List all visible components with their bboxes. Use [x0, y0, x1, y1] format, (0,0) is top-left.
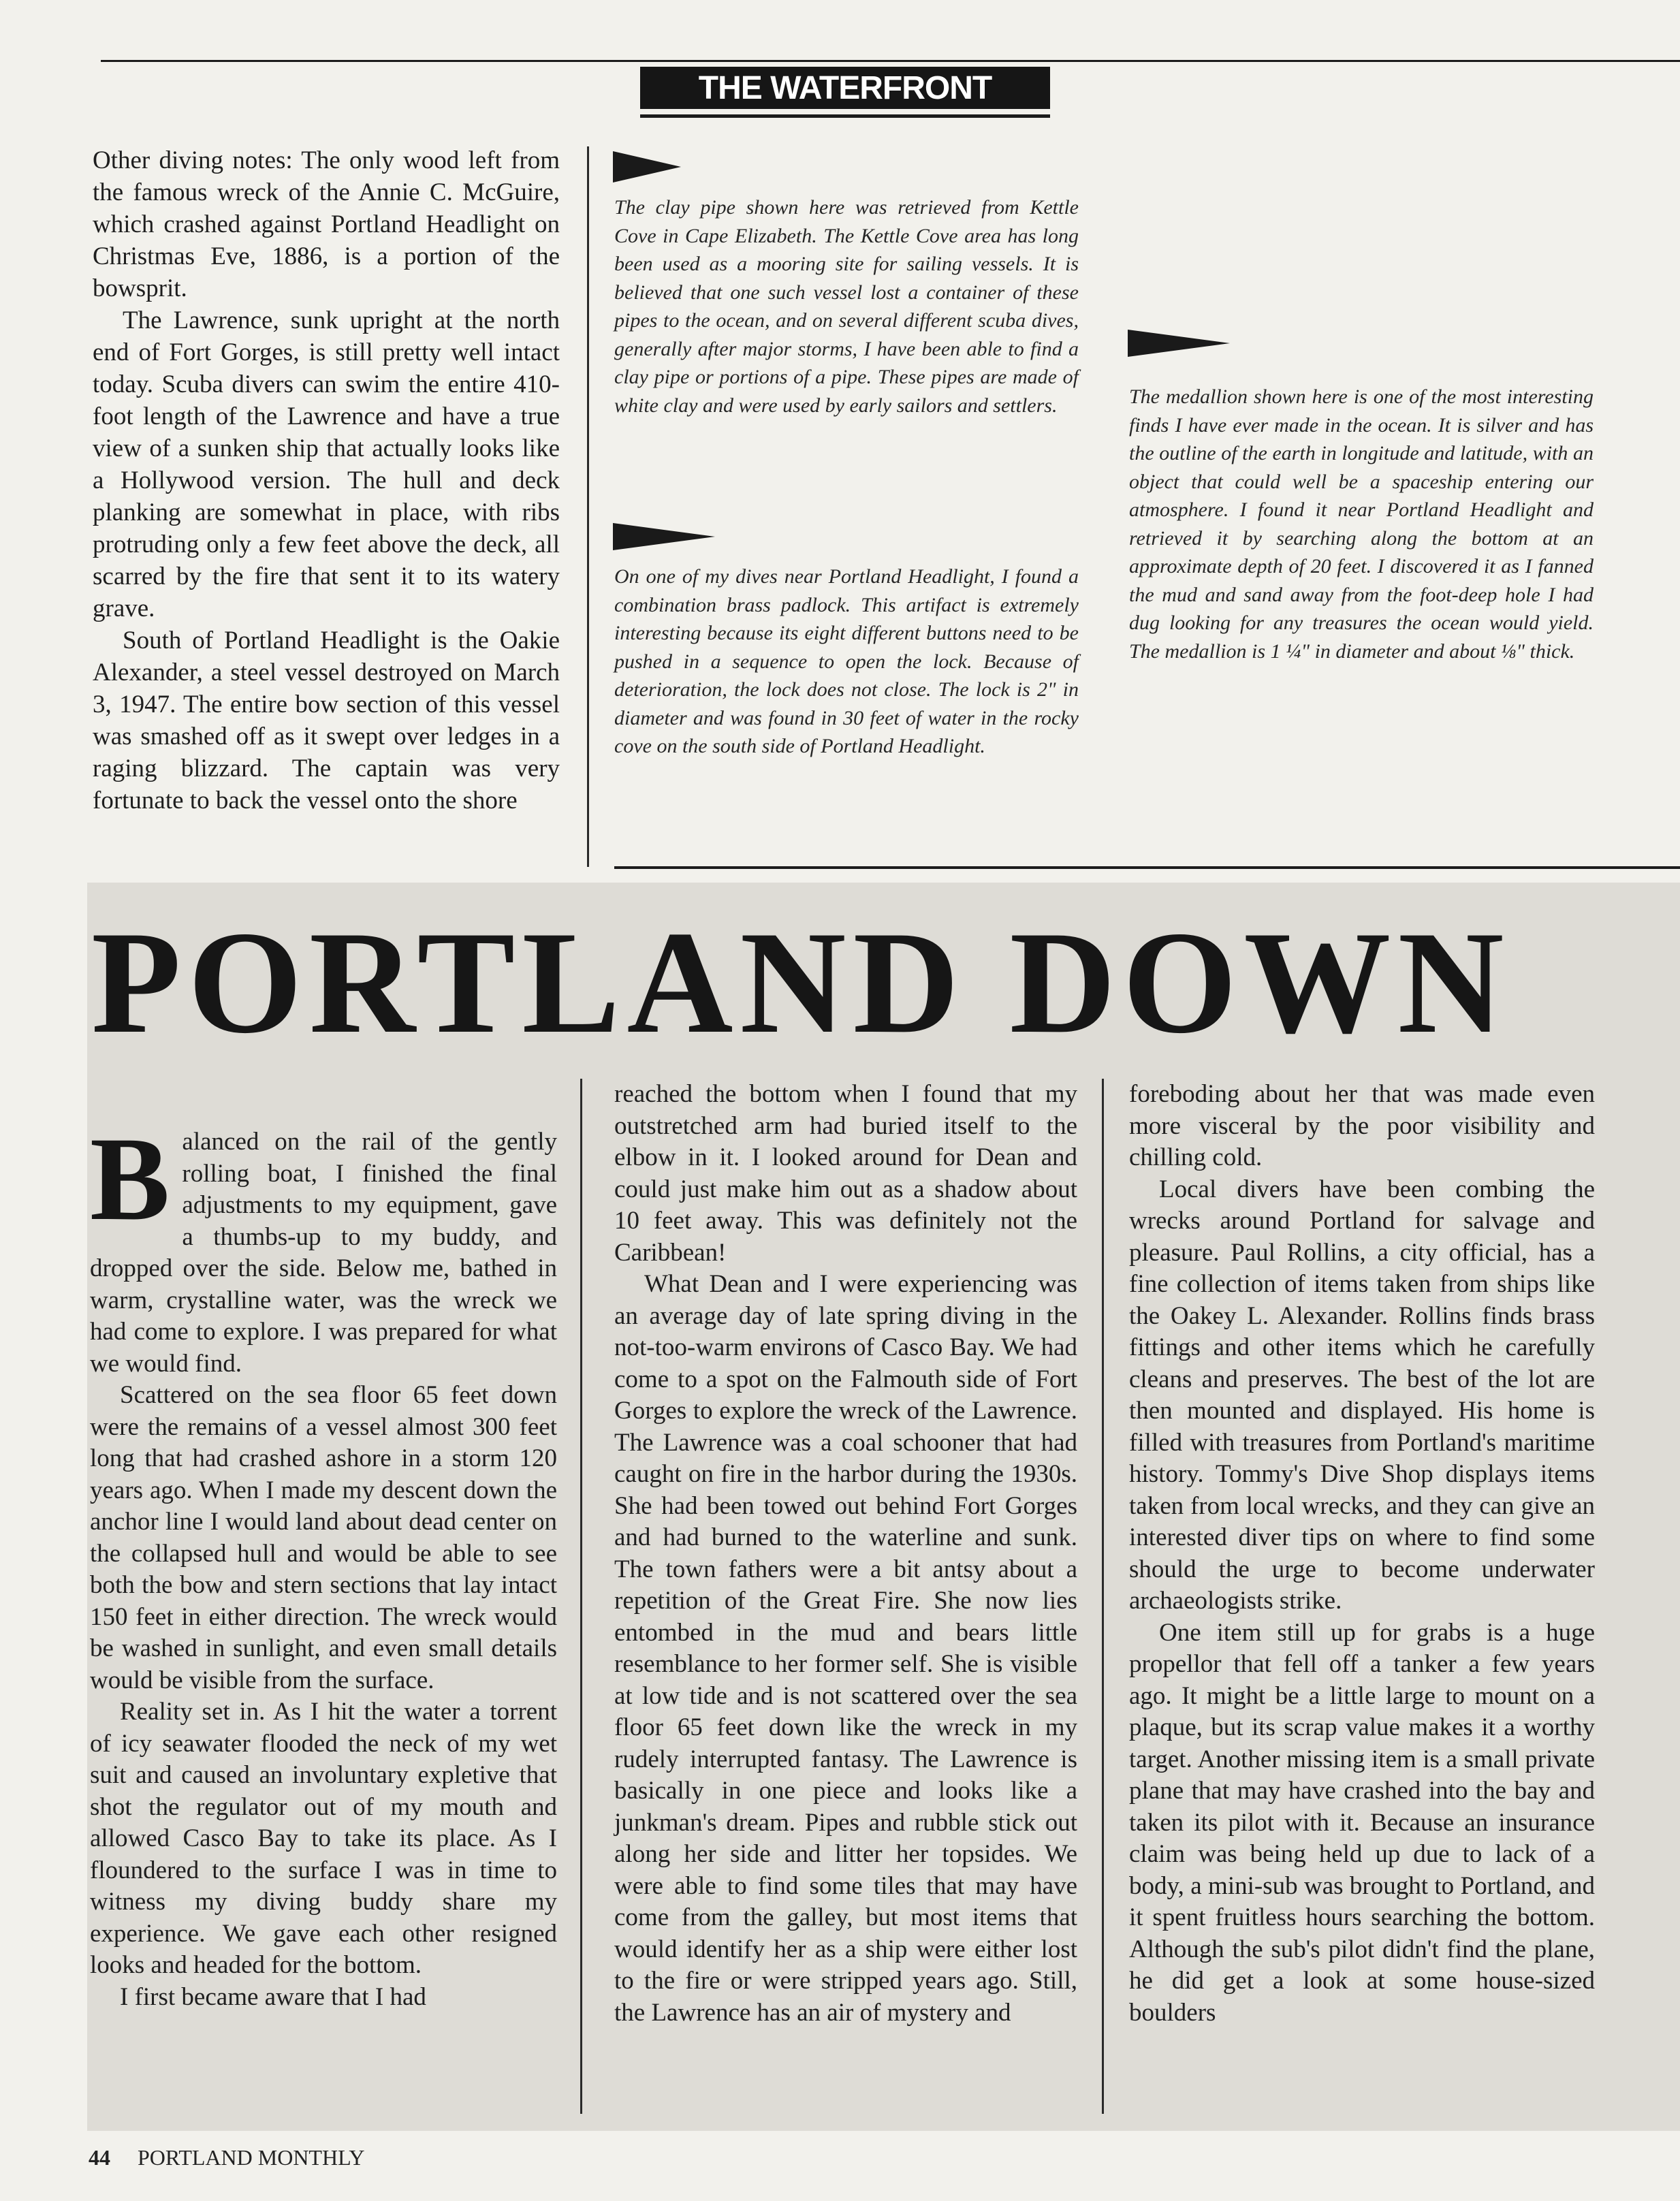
article-column-divider [1102, 1079, 1104, 2114]
section-label: THE WATERFRONT [640, 67, 1050, 109]
article-paragraph: Reality set in. As I hit the water a torrent of icy seawater flooded the neck of my wet suit and caused an involuntary expletive that shot the regulator out of my mouth and allowed Casco Bay to take its place. As I floundered to the surface I was in time to witness my diving buddy share my experience. We gave each other resigned looks and headed for the bottom. [90, 1698, 557, 1979]
article-paragraph: Local divers have been combing the wrecks around Portland for salvage and pleasure. Paul Rollins, a city official, has a fine collection of items taken from ships like the Oakey L. Alexander. Rollins finds brass fittings and other items which he carefully cleans and preserves. The best of the lot are then mounted and displayed. His home is filled with treasures from Portland's maritime history. Tommy's Dive Shop displays items taken from local wrecks, and they can give an interested diver tips on where to find some should the urge to become underwater archaeologists strike. [1129, 1175, 1595, 1615]
medallion-caption: The medallion shown here is one of the most interesting finds I have ever made in the ocean. It is silver and has the outline of the earth in longitude and latitude, with an object that could well be a spaceship entering our atmosphere. I found it near Portland Headlight and retrieved it by searching along the bottom at an approximate depth of 20 feet. I discovered it as I fanned the mud and sand away from the foot-deep hole I had dug looking for any treasures the ocean would yield. The medallion is 1 ¼" in diameter and about ⅛" thick. [1129, 385, 1594, 663]
article-paragraph: reached the bottom when I found that my outstretched arm had buried itself to the elbow in it. I looked around for Dean and could just make him out as a shadow about 10 feet away. This was definitely not the Caribbean! [614, 1080, 1077, 1267]
article-paragraph: foreboding about her that was made even more visceral by the poor visibility and chilling cold. [1129, 1080, 1595, 1171]
upper-left-column [93, 144, 560, 817]
drop-cap: B [90, 1113, 170, 1246]
article-column-divider [580, 1079, 582, 2114]
pennant-icon [613, 151, 681, 186]
publication-name: PORTLAND MONTHLY [138, 2145, 365, 2170]
article-paragraph: One item still up for grabs is a huge propellor that fell off a tanker a few years ago. It might be a little large to mount on a plaque, but its scrap value makes it a worthy target. Another missing item is a small private plane that may have crashed into the bay and taken its pilot with it. Because an insurance claim was being held up due to lack of a body, a mini-sub was brought to Portland, and it spent fruitless hours searching the bottom. Although the sub's pilot didn't find the plane, he did get a look at some house-sized boulders [1129, 1618, 1595, 2027]
upper-column-divider [587, 146, 589, 867]
section-underline [640, 114, 1050, 118]
upper-paragraph: South of Portland Headlight is the Oakie Alexander, a steel vessel destroyed on March 3, 1947. The entire bow section of this vessel was smashed off as it swept over ledges in a raging blizzard. The captain was very fortunate to back the vessel onto the shore [93, 627, 560, 814]
upper-paragraph: Other diving notes: The only wood left from the famous wreck of the Annie C. McGuire, which crashed against Portland Headlight on Christmas Eve, 1886, is a portion of the bowsprit. [93, 146, 560, 302]
page-footer [89, 2145, 365, 2172]
pennant-icon [613, 523, 715, 554]
article-paragraph: I first became aware that I had [120, 1982, 426, 2011]
page-number: 44 [89, 2145, 110, 2170]
article-headline: PORTLAND DOWN [91, 901, 1511, 1064]
article-paragraph: Balanced on the rail of the gently rolling boat, I finished the final adjustments to my equipment, gave a thumbs-up to my buddy, and dropped over the side. Below me, bathed in warm, crystalline water, was the wreck we had come to explore. I was prepared for what we would find. [90, 1113, 557, 1378]
article-column-1 [90, 1113, 557, 2013]
clay-pipe-caption: The clay pipe shown here was retrieved from Kettle Cove in Cape Elizabeth. The Kettle Cove area has long been used as a mooring site for sailing vessels. It is believed that one such vessel lost a container of these pipes to the ocean, and on several different scuba dives, generally after major storms, I have been able to find a clay pipe or portions of a pipe. These pipes are made of white clay and were used by early sailors and settlers. [614, 196, 1079, 417]
upper-paragraph: The Lawrence, sunk upright at the north end of Fort Gorges, is still pretty well intact today. Scuba divers can swim the entire 410-foot length of the Lawrence and have a true view of a sunken ship that actually looks like a Hollywood version. The hull and deck planking are somewhat in place, with ribs protruding only a few feet above the deck, all scarred by the fire that sent it to its watery grave. [93, 306, 560, 622]
padlock-caption: On one of my dives near Portland Headlight, I found a combination brass padlock. This artifact is extremely interesting because its eight different buttons need to be pushed in a sequence to open the lock. Because of deterioration, the lock does not close. The lock is 2" in diameter and was found in 30 feet of water in the rocky cove on the south side of Portland Headlight. [614, 565, 1079, 757]
article-column-3 [1129, 1079, 1595, 2029]
top-rule [101, 60, 1680, 62]
divider-rule [614, 866, 1680, 869]
article-paragraph: Scattered on the sea floor 65 feet down were the remains of a vessel almost 300 feet long that had crashed ashore in a storm 120 years ago. When I made my descent down the anchor line I would land about dead center on the collapsed hull and would be able to see both the bow and stern sections that lay intact 150 feet in either direction. The wreck would be washed in sunlight, and even small details would be visible from the surface. [90, 1381, 557, 1694]
article-column-2 [614, 1079, 1077, 2029]
article-paragraph: What Dean and I were experiencing was an average day of late spring diving in the not-too-warm environs of Casco Bay. We had come to a spot on the Falmouth side of Fort Gorges to explore the wreck of the Lawrence. The Lawrence was a coal schooner that had caught on fire in the harbor during the 1930s. She had been towed out behind Fort Gorges and had burned to the waterline and sunk. The town fathers were a bit antsy about a repetition of the Great Fire. She now lies entombed in the mud and bears little resemblance to her former self. She is visible at low tide and is not scattered over the sea floor 65 feet down like the wreck in my rudely interrupted fantasy. The Lawrence is basically in one piece and looks like a junkman's dream. Pipes and rubble stick out along her side and litter her topsides. We were able to find some tiles that may have come from the galley, but most items that would identify her as a ship were either lost to the fire or were stripped years ago. Still, the Lawrence has an air of mystery and [614, 1270, 1077, 2027]
pennant-icon [1128, 330, 1230, 360]
